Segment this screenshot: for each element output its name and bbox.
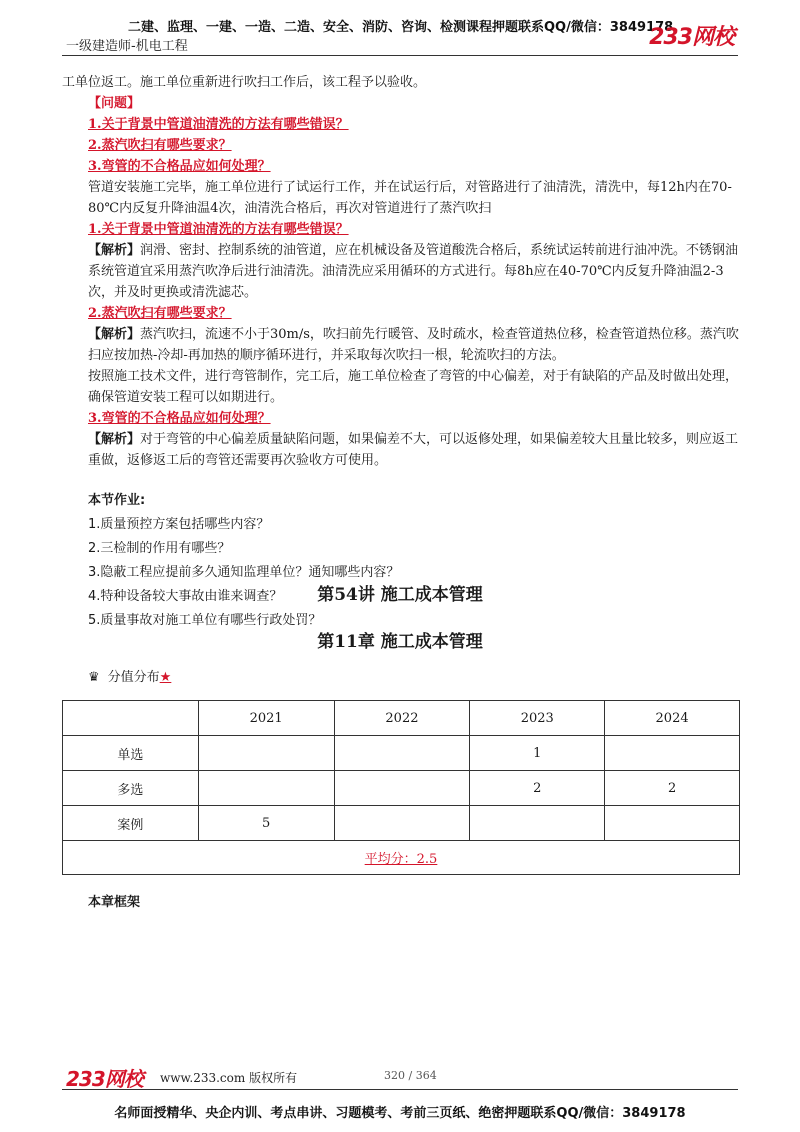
answer-3-question: 3.弯管的不合格品应如何处理？ <box>88 411 271 426</box>
table-cell <box>334 736 470 771</box>
extra-text: 按照施工技术文件，进行弯管制作，完工后，施工单位检查了弯管的中心偏差，对于有缺陷的产品及时做出处理，确保管道安装工程可以如期进行。 <box>88 369 739 405</box>
table-row <box>63 806 740 841</box>
homework-item: 5.质量事故对施工单位有哪些行政处罚？ <box>88 613 322 628</box>
row-label: 多选 <box>63 771 199 806</box>
average-score: 平均分：2.5 <box>63 841 740 875</box>
table-cell <box>334 806 470 841</box>
homework-item: 1.质量预控方案包括哪些内容？ <box>88 517 270 532</box>
homework-item: 2.三检制的作用有哪些？ <box>88 541 231 556</box>
chapter-title: 第11章 施工成本管理 <box>317 632 483 652</box>
header-divider <box>62 55 738 56</box>
row-label: 案例 <box>63 806 199 841</box>
table-cell: 2 <box>605 771 740 806</box>
table-cell: 5 <box>198 806 334 841</box>
score-distribution-label: 分值分布 <box>107 670 160 685</box>
header-subtitle: 一级建造师-机电工程 <box>66 39 188 54</box>
chapter-framework-title: 本章框架 <box>88 895 141 910</box>
case-content <box>62 72 740 633</box>
table-cell <box>605 806 740 841</box>
table-cell <box>198 771 334 806</box>
table-cell: 2 <box>470 771 605 806</box>
score-distribution-heading <box>88 666 171 685</box>
footer-copyright: www.233.com 版权所有 <box>160 1071 298 1085</box>
answer-2-question: 2.蒸汽吹扫有哪些要求？ <box>88 306 232 321</box>
table-cell <box>334 771 470 806</box>
footer-logo: 233网校 <box>66 1067 143 1091</box>
table-cell <box>63 701 199 736</box>
question-3: 3.弯管的不合格品应如何处理？ <box>88 159 271 174</box>
homework-item: 4.特种设备较大事故由谁来调查？ <box>88 589 283 604</box>
homework-item: 3.隐蔽工程应提前多久通知监理单位？通知哪些内容？ <box>88 565 400 580</box>
header-logo: 233网校 <box>649 25 734 50</box>
homework-section <box>62 489 740 633</box>
question-2: 2.蒸汽吹扫有哪些要求？ <box>88 138 232 153</box>
background-text: 管道安装施工完毕，施工单位进行了试运行工作，并在试运行后，对管路进行了油清洗，清洗中，每12h内在70-80℃内反复升降油温4次，油清洗合格后，再次对管道进行了蒸汽吹扫 <box>88 180 732 216</box>
year-header: 2023 <box>470 701 605 736</box>
year-header: 2021 <box>198 701 334 736</box>
answer-1: 【解析】润滑、密封、控制系统的油管道，应在机械设备及管道酸洗合格后，系统试运转前进行油冲洗。不锈钢油系统管道宜采用蒸汽吹净后进行油清洗。油清洗应采用循环的方式进行。每8h应在40-70℃内反复升降油温2-3次，并及时更换或清洗滤芯。 <box>88 243 739 300</box>
lecture-title: 第54讲 施工成本管理 <box>317 585 483 605</box>
page-number: 320 / 364 <box>384 1069 437 1082</box>
table-cell <box>198 736 334 771</box>
answer-2: 【解析】蒸汽吹扫，流速不小于30m/s，吹扫前先行暖管、及时疏水，检查管道热位移，检查管道热位移。蒸汽吹扫应按加热-冷却-再加热的顺序循环进行，并采取每次吹扫一根，轮流吹扫的方法。 <box>88 327 739 363</box>
table-header-row <box>63 701 740 736</box>
year-header: 2022 <box>334 701 470 736</box>
header-contact-line: 二建、监理、一建、一造、二造、安全、消防、咨询、检测课程押题联系QQ/微信：3849178 <box>128 20 674 35</box>
answer-3: 【解析】对于弯管的中心偏差质量缺陷问题，如果偏差不大，可以返修处理，如果偏差较大且量比较多，则应返工重做，返修返工后的弯管还需要再次验收方可使用。 <box>88 432 739 468</box>
crown-icon: ♛ <box>88 670 100 685</box>
answer-1-question: 1.关于背景中管道油清洗的方法有哪些错误？ <box>88 222 349 237</box>
footer-contact-line: 名师面授精华、央企内训、考点串讲、习题模考、考前三页纸、绝密押题联系QQ/微信：3849178 <box>114 1106 686 1121</box>
question-1: 1.关于背景中管道油清洗的方法有哪些错误？ <box>88 117 349 132</box>
table-cell: 1 <box>470 736 605 771</box>
score-table <box>62 700 740 875</box>
questions-label: 【问题】 <box>88 96 141 111</box>
footer-divider <box>62 1089 738 1090</box>
row-label: 单选 <box>63 736 199 771</box>
table-cell <box>470 806 605 841</box>
table-cell <box>605 736 740 771</box>
homework-title: 本节作业: <box>88 493 146 508</box>
table-row <box>63 736 740 771</box>
case-intro: 工单位返工。施工单位重新进行吹扫工作后，该工程予以验收。 <box>62 75 427 90</box>
year-header: 2024 <box>605 701 740 736</box>
table-row <box>63 771 740 806</box>
star-icon: ★ <box>159 670 172 685</box>
average-row <box>63 841 740 875</box>
